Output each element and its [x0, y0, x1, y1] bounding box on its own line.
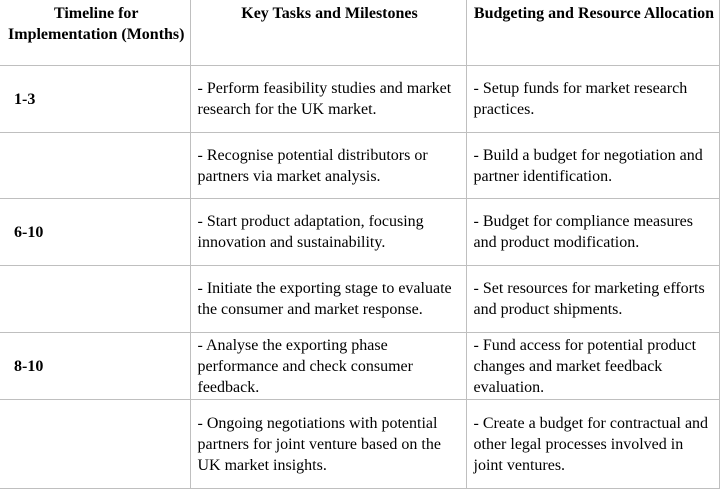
timeline-cell — [0, 400, 190, 489]
budget-cell: - Setup funds for market research practices. — [466, 66, 719, 133]
timeline-cell — [0, 266, 190, 333]
task-cell: - Perform feasibility studies and market research for the UK market. — [190, 66, 466, 133]
task-cell: - Recognise potential distributors or partners via market analysis. — [190, 133, 466, 199]
table-header-row — [0, 0, 719, 66]
table-row — [0, 266, 719, 333]
table-row — [0, 199, 719, 266]
task-cell: - Start product adaptation, focusing innovation and sustainability. — [190, 199, 466, 266]
header-budgeting: Budgeting and Resource Allocation — [466, 0, 719, 66]
budget-cell: - Fund access for potential product changes and market feedback evaluation. — [466, 333, 719, 400]
timeline-cell: 8-10 — [0, 333, 190, 400]
timeline-cell — [0, 133, 190, 199]
budget-cell: - Build a budget for negotiation and partner identification. — [466, 133, 719, 199]
table-row — [0, 133, 719, 199]
header-key-tasks: Key Tasks and Milestones — [190, 0, 466, 66]
timeline-cell: 6-10 — [0, 199, 190, 266]
budget-cell: - Create a budget for contractual and other legal processes involved in joint ventures. — [466, 400, 719, 489]
table-row — [0, 400, 719, 489]
budget-cell: - Set resources for marketing efforts and product shipments. — [466, 266, 719, 333]
task-cell: - Ongoing negotiations with potential partners for joint venture based on the UK market insights. — [190, 400, 466, 489]
task-cell: - Initiate the exporting stage to evaluate the consumer and market response. — [190, 266, 466, 333]
task-cell: - Analyse the exporting phase performance and check consumer feedback. — [190, 333, 466, 400]
header-timeline: Timeline for Implementation (Months) — [0, 0, 190, 66]
table-row — [0, 333, 719, 400]
timeline-cell: 1-3 — [0, 66, 190, 133]
budget-cell: - Budget for compliance measures and product modification. — [466, 199, 719, 266]
table-row — [0, 66, 719, 133]
